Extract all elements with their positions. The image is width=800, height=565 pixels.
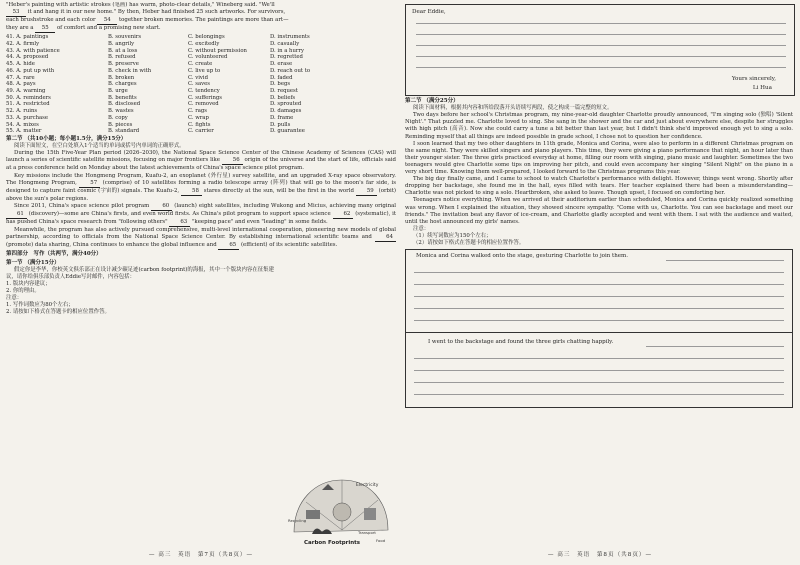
paragraph-2-opener: I went to the backstage and found the three girls chatting happily. — [428, 339, 614, 346]
cloze-option: C. belongings — [188, 34, 225, 41]
answer-line — [414, 370, 784, 371]
carbon-footprint-image — [284, 472, 394, 550]
continuation-note-2: （2）请按如下格式在答题卡的相应位置作答。 — [413, 239, 525, 246]
cloze-option: D. beliefs — [270, 94, 296, 101]
grammar-para-4: Meanwhile, the program has also actively pursued comprehensive, multi-level international cooperation, pioneering new models of global partnership, according to officials from the National Space Science Center. By establishing international scientific teams and 64 (promote) data sharing, China continues to enhance the global influence and 65 (efficient) of its scientific satellites. — [6, 227, 396, 250]
section-2-title: 第二节 （共10小题；每小题1.5分，满分15分） — [6, 135, 127, 142]
cloze-option: C. tendency — [188, 88, 220, 94]
passage-line-4: they are a 55 of comfort and a promising new start. — [6, 25, 396, 33]
blank-54: 54 — [97, 17, 117, 25]
cloze-option: B. at a loss — [108, 47, 138, 54]
cloze-option: 55. A. matter — [6, 128, 42, 135]
grammar-para-1: During the 15th Five-Year Plan period (2026–2030), the National Space Science Center of the Chinese Academy of Sciences (CAS) will launch a series of scientific satellite missions, focusing on major frontiers like 56 origin of the universe and the start of life, officials said at a press conference held on Monday about the latest achievements of China's space science pilot program. — [6, 150, 396, 172]
blank-55: 55 — [35, 25, 55, 33]
story-para-3: The big day finally came, and I came to school to watch Charlotte's performance with delight. However, things went wrong. Shortly after dropping her backstage, she found me in the hall, eyes filled with tears. Her teacher explained there had been a misunderstanding—Charlotte was not picked to sing a solo. Heartbroken, she asked to leave. Though upset, I focused on comforting her. — [405, 176, 793, 197]
answer-line — [414, 284, 784, 285]
carbon-footprint-illustration — [284, 472, 394, 550]
cloze-option: D. in a hurry — [270, 47, 304, 54]
blank-53: 53 — [6, 9, 26, 17]
cloze-option: B. pieces — [108, 121, 133, 128]
answer-line — [416, 23, 786, 24]
part-4-section-1-title: 第一节 （满分15分） — [6, 259, 60, 266]
image-title: Carbon Footprints — [304, 540, 361, 546]
cloze-option: B. copy — [108, 114, 128, 121]
cloze-option: 42. A. firmly — [6, 41, 40, 48]
cloze-option: C. sufferings — [188, 94, 223, 101]
blank-57: 57 — [79, 180, 100, 188]
blank-62: 62 — [333, 211, 354, 219]
answer-line — [416, 56, 786, 57]
task-1-note-1: 1. 写作词数应为80个左右； — [6, 302, 74, 309]
story-para-2: I soon learned that my two other daughters in 11th grade, Monica and Corina, were also to perform in a different Christmas program on the same night. They were skilled singers and piano players. This time, they were giving a piano performance that night, an hour later than their younger sister. The three girls practiced everyday at home, filling our room with singing, piano music and laughter. Sometimes the two teenagers would give Charlotte some tips on improving her pitch, and could even accompany her singing "Silent Night" on the piano in a very short time. Knowing them well-prepared, I looked forward to the Christmas programs this year. — [405, 140, 793, 176]
cloze-option: 43. A. with patience — [6, 47, 60, 54]
task-1-point-1: 1. 版块内容建议； — [6, 281, 51, 288]
cloze-option: C. create — [188, 61, 213, 68]
page-7 — [6, 2, 396, 560]
grammar-para-3: Since 2011, China's space science pilot program 60 (launch) eight satellites, including Wukong and Micius, achieving many original 61 (discovery)—some are China's firsts, and even world firsts. As China's pilot program to support space science 62 (systematic), it has pushed China's space research from "following others" 63 "keeping pace" and even "leading" in some fields. — [6, 203, 396, 227]
continuation-section — [405, 97, 793, 408]
continuation-instructions: 阅读下面材料，根据其内容和所给段落开头语续写两段，使之构成一篇完整的短文。 — [413, 105, 613, 112]
page-footer-7: — 高三 英语 第7页（共8页）— — [148, 552, 254, 558]
cloze-option: B. souvenirs — [108, 34, 142, 41]
cloze-option: C. fights — [188, 121, 211, 128]
cloze-option: 41. A. paintings — [6, 34, 49, 41]
cloze-option: C. wrap — [188, 114, 209, 121]
blank-65: 65 — [218, 242, 239, 250]
answer-line — [414, 358, 784, 359]
cloze-option: B. urge — [108, 88, 128, 94]
task-1-note-label: 注意： — [6, 295, 23, 302]
cloze-option: 54. A. mixes — [6, 121, 39, 128]
cloze-option: 44. A. proposed — [6, 54, 49, 61]
cloze-option: B. preserve — [108, 61, 139, 68]
answer-line — [414, 272, 784, 273]
answer-line — [414, 308, 784, 309]
cloze-option: C. without permission — [188, 47, 247, 54]
cloze-options — [6, 34, 396, 135]
cloze-option: D. begs — [270, 81, 291, 88]
cloze-option: 45. A. hide — [6, 61, 35, 68]
cloze-option: 48. A. pays — [6, 81, 36, 88]
passage-line-2: 53 it and hang it in our new home." By then, Heber had finished 25 such artworks. For survivors, — [6, 9, 396, 17]
task-1-point-2: 2. 你的理由。 — [6, 288, 40, 295]
blank-60: 60 — [151, 203, 172, 211]
cloze-option: 46. A. put up with — [6, 67, 55, 74]
blank-64: 64 — [375, 234, 396, 242]
cloze-option: B. standard — [108, 128, 140, 135]
story-para-1: Two days before her school's Christmas program, my nine-year-old daughter Charlotte proudly announced, "I'm singing solo (独唱) 'Silent Night'." That puzzled me. Charlotte loved to sing. She sang in the shower and the car and just about everywhere else, despite her struggles with high pitch (高音). Now she could carry a tune a bit better than last year, but I didn't think she'd improved enough yet to sing a solo. Reminding myself that all things are indeed possible in grade school, I chose not to question her confidence. — [405, 112, 793, 140]
cloze-option: D. damages — [270, 108, 302, 115]
cloze-option: D. faded — [270, 74, 293, 81]
answer-line — [414, 296, 784, 297]
cloze-option: B. wastes — [108, 108, 134, 115]
story-para-4: Teenagers notice everything. When we arrived at their auditorium earlier than scheduled, Monica and Corina quickly realized something was wrong. When I explained the situation, they showed sincere sympathy. "Come with us, Charlotte. You can see backstage and meet our friends." The invitation beat any flavor of ice-cream, and Charlotte gladly accepted and went with them. I sat with the audience and waited, until the host announced my girls' names. — [405, 197, 793, 225]
cloze-option: 53. A. purchase — [6, 114, 49, 121]
passage-line-1: "Heber's painting with artistic strokes (笔画) has warm, photo-clear details," Wineberg said. "We'll — [6, 2, 275, 8]
cloze-option: C. volunteered — [188, 54, 228, 61]
continuation-box-1 — [405, 249, 793, 333]
task-1-prompt: 假定你是李华，你校英文俱乐部正在设计减少碳足迹(carbon footprint)的海报，其中一个版块内容在征集建议，请你给俱乐部负责人Eddie写封邮件，内容包括： — [6, 266, 274, 280]
letter-greeting: Dear Eddie, — [412, 9, 446, 15]
cloze-option: 50. A. reminders — [6, 94, 51, 101]
image-label-recycling: Recycling — [288, 518, 307, 523]
answer-line — [646, 346, 784, 347]
cloze-option: D. frame — [270, 114, 294, 121]
blank-63: 63 — [169, 219, 190, 227]
cloze-option: D. sprouted — [270, 101, 302, 108]
cloze-option: C. live up to — [188, 67, 221, 74]
letter-signature: Li Hua — [752, 85, 772, 91]
answer-line — [414, 382, 784, 383]
cloze-option: B. broken — [108, 74, 135, 81]
page-footer-8: — 高三 英语 第8页（共8页）— — [547, 552, 653, 558]
blank-56: 56 — [222, 157, 243, 165]
answer-line — [414, 394, 784, 395]
cloze-option: D. regretted — [270, 54, 303, 61]
paragraph-1-opener: Monica and Corina walked onto the stage, gesturing Charlotte to join them. — [416, 253, 628, 260]
answer-line — [416, 34, 786, 35]
cloze-option: B. check in with — [108, 67, 152, 74]
cloze-option: C. saves — [188, 81, 210, 88]
cloze-option: D. reach out to — [270, 67, 311, 74]
cloze-option: D. casually — [270, 41, 300, 48]
cloze-option: C. vivid — [188, 74, 208, 81]
continuation-note-1: （1）续写词数应为150个左右； — [413, 232, 492, 239]
answer-line — [414, 320, 784, 321]
grammar-para-2: Key missions include the Hongmeng Program, Kuafu-2, an exoplanet (外行星) survey satellite, and an upgraded X-ray space observatory. The Hongmeng Program, 57 (comprise) of 10 satellites forming a radio telescope array (阵列) that will go to the moon's far side, is designed to capture faint cosmic (宇宙的) signals. The Kuafu-2, 58 stares directly at the sun, will be the first in the world 59 (orbit) above the sun's polar regions. — [6, 172, 396, 202]
page-8 — [405, 2, 795, 560]
part-4-title: 第四部分 写作（共两节，满分40分） — [6, 251, 102, 258]
cloze-option: C. removed — [188, 101, 219, 108]
cloze-option: D. instruments — [270, 34, 310, 41]
blank-58: 58 — [181, 188, 202, 196]
cloze-option: D. erase — [270, 61, 293, 68]
image-label-transport: Transport — [358, 530, 376, 535]
cloze-option: B. angrily — [108, 41, 135, 48]
image-label-food: Food — [376, 538, 386, 543]
blank-59: 59 — [356, 188, 377, 196]
writing-task-1 — [6, 267, 274, 316]
cloze-option: D. request — [270, 88, 298, 94]
answer-line — [416, 45, 786, 46]
cloze-option: 47. A. rare — [6, 74, 35, 81]
cloze-option: C. rags — [188, 108, 208, 115]
section-2-title-right: 第二节 （满分25分） — [405, 98, 459, 104]
cloze-option: B. charges — [108, 81, 137, 88]
cloze-option: B. disclosed — [108, 101, 141, 108]
letter-answer-box — [405, 4, 795, 96]
cloze-option: 51. A. restricted — [6, 101, 50, 108]
continuation-box-2 — [405, 333, 793, 408]
cloze-option: D. pulls — [270, 121, 291, 128]
letter-closing: Yours sincerely, — [731, 76, 776, 82]
blank-61: 61 — [6, 211, 27, 219]
continuation-note-label: 注意： — [413, 225, 430, 232]
task-1-note-2: 2. 请按如下格式在答题卡的相应位置作答。 — [6, 309, 110, 316]
cloze-option: C. excitedly — [188, 41, 220, 48]
answer-line — [666, 260, 784, 261]
answer-line — [416, 67, 786, 68]
cloze-option: 52. A. ruins — [6, 108, 38, 115]
cloze-option: B. refused — [108, 54, 136, 61]
cloze-option: B. benefits — [108, 94, 137, 101]
cloze-option: C. carrier — [188, 128, 214, 135]
section-2-instructions: 阅读下面短文，在空白处填入1个适当的单词或括号内单词的正确形式。 — [14, 143, 185, 150]
cloze-option: 49. A. warning — [6, 88, 46, 94]
image-label-electricity: Electricity — [356, 483, 379, 488]
passage-line-3: each brushstroke and each color 54 together broken memories. The paintings are more than art— — [6, 17, 396, 25]
cloze-option: D. guarantee — [270, 128, 305, 135]
